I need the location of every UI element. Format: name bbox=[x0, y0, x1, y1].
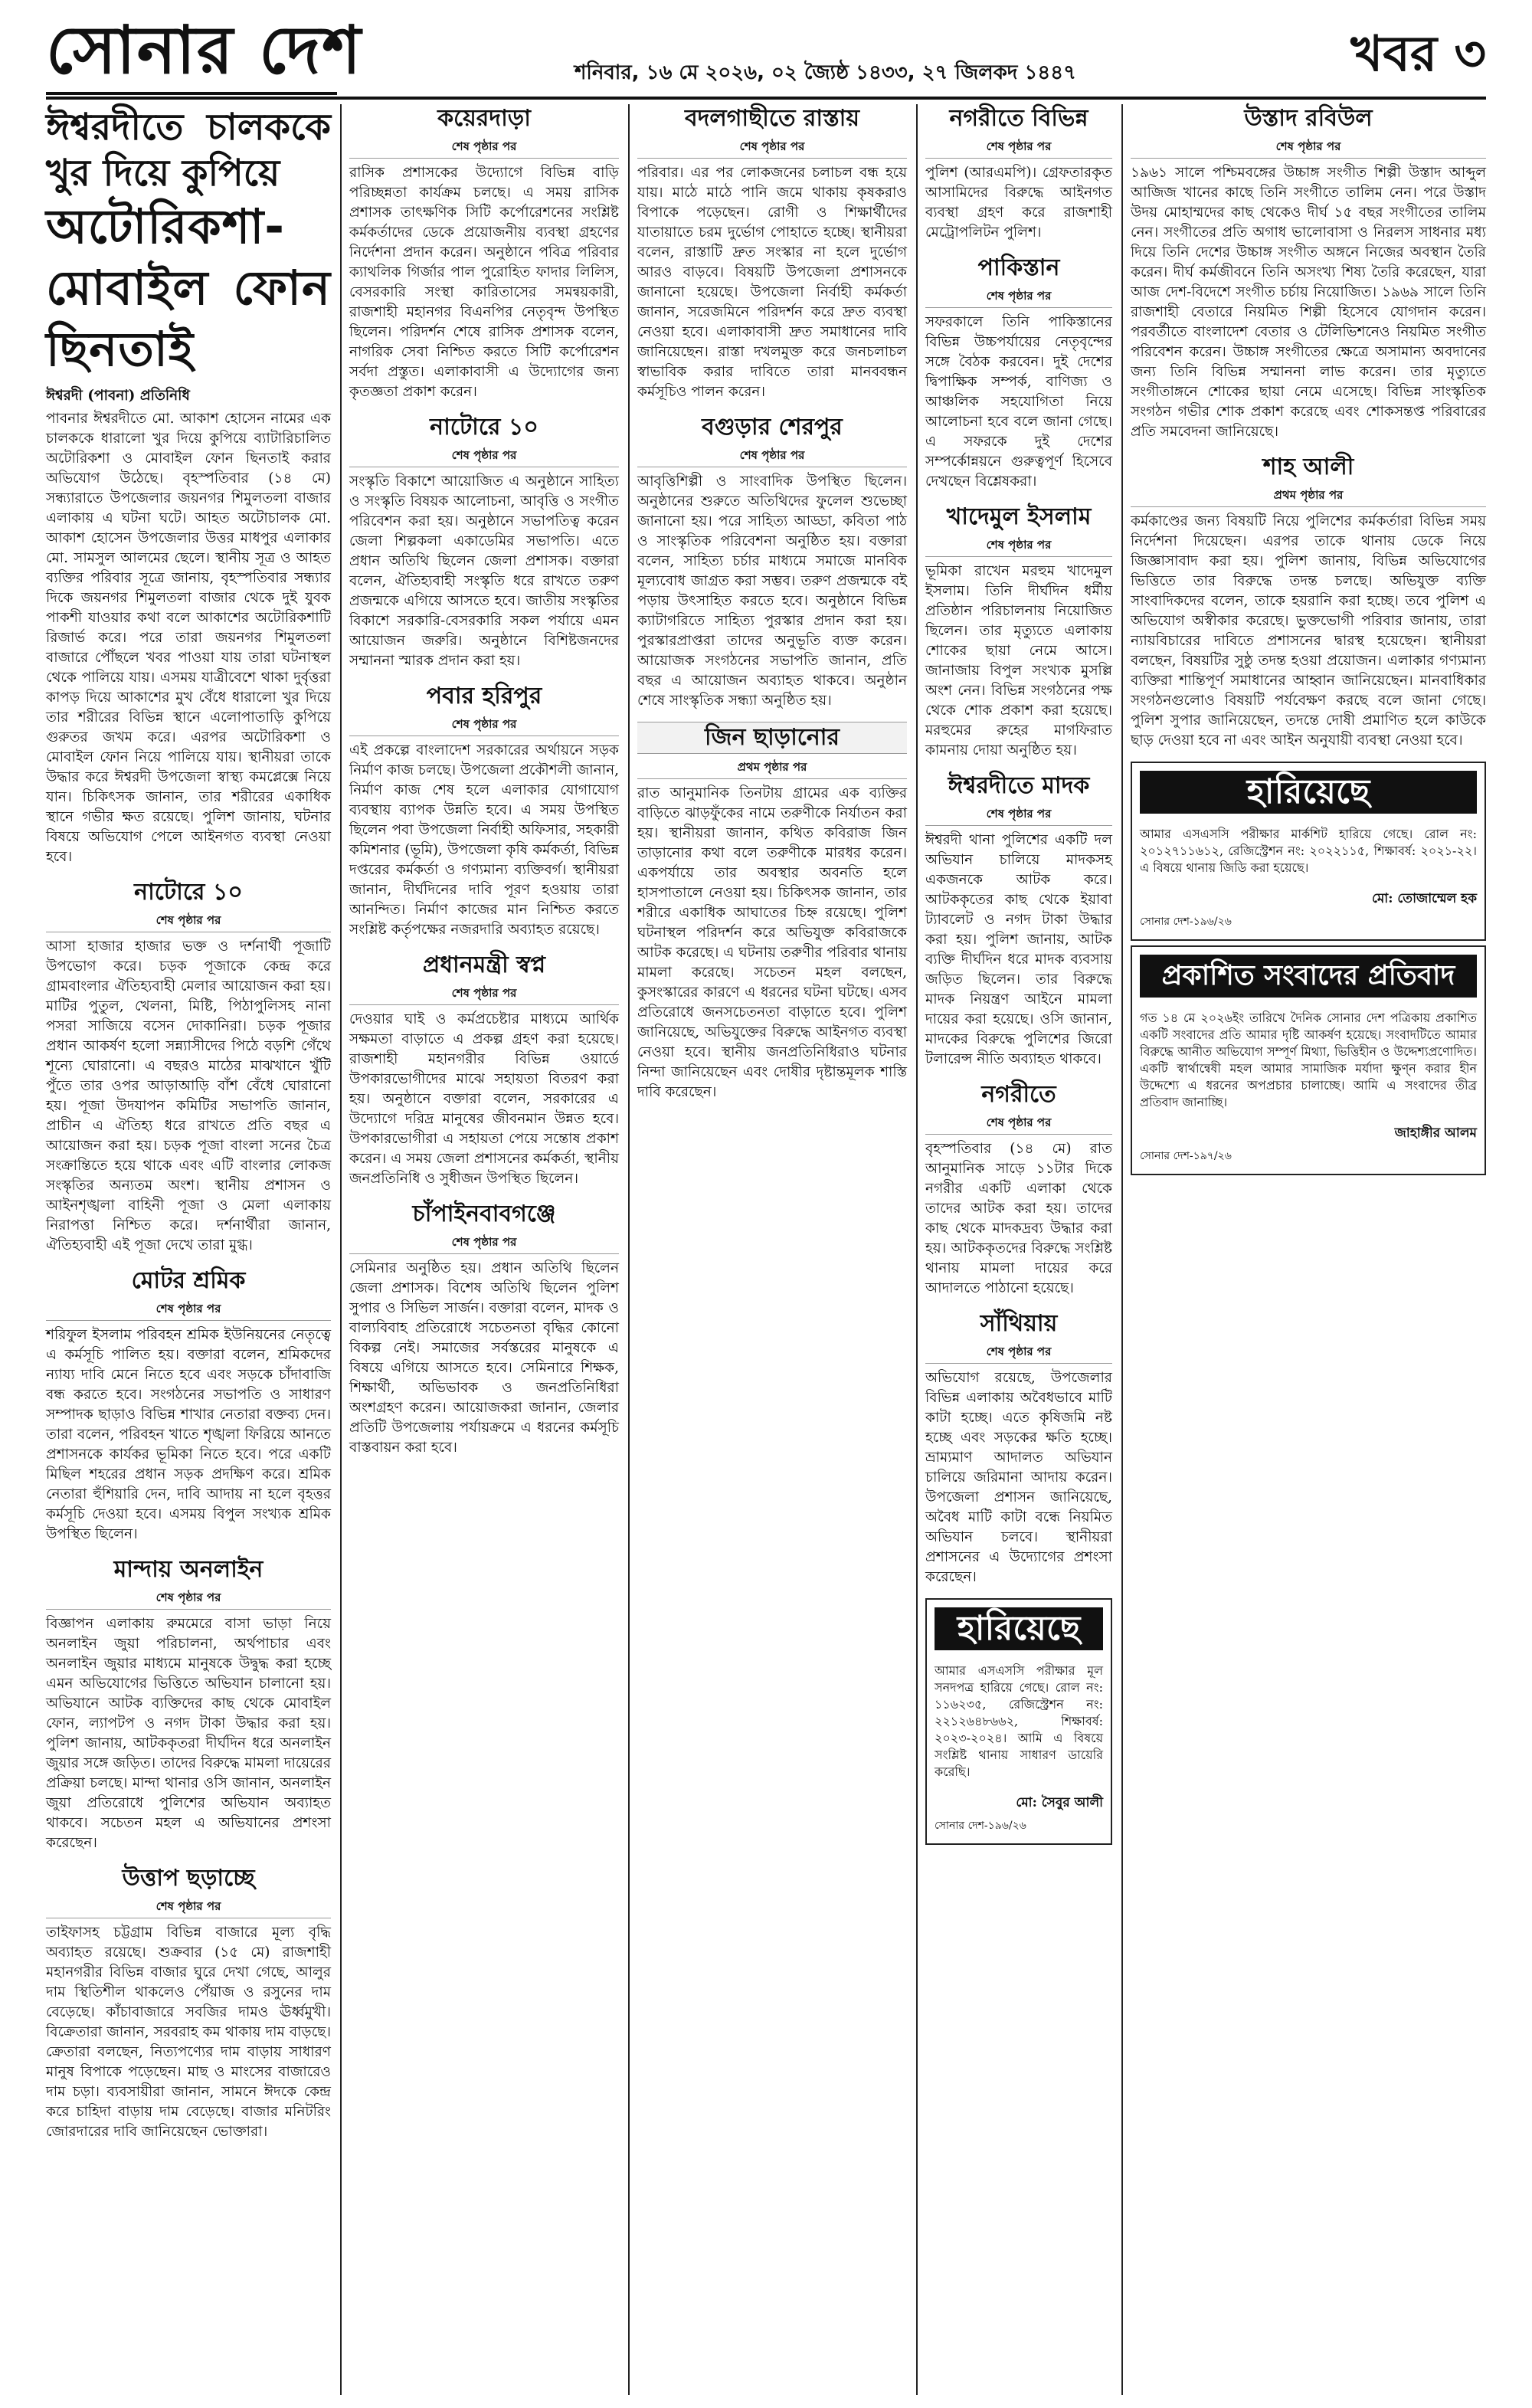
story bbox=[925, 104, 1112, 243]
lost-notice bbox=[1131, 762, 1486, 941]
story-sub: শেষ পৃষ্ঠার পর bbox=[349, 136, 619, 159]
story-title: বদলগাছীতে রাস্তায় bbox=[684, 105, 860, 132]
column-divider bbox=[628, 104, 630, 2395]
story bbox=[925, 254, 1112, 492]
story bbox=[349, 682, 619, 940]
story bbox=[349, 104, 619, 402]
rejoinder-heading: প্রকাশিত সংবাদের প্রতিবাদ bbox=[1140, 955, 1477, 998]
newspaper-brand: সোনার দেশ bbox=[46, 12, 363, 89]
column-divider bbox=[1121, 104, 1123, 2395]
story bbox=[925, 1309, 1112, 1587]
story bbox=[46, 1266, 331, 1545]
lost-notice-signature: মো: তোজাম্মেল হক bbox=[1371, 891, 1477, 906]
story bbox=[1131, 453, 1486, 751]
brand-underline bbox=[46, 92, 337, 95]
story-sub: শেষ পৃষ্ঠার পর bbox=[925, 535, 1112, 557]
story-sub: শেষ পৃষ্ঠার পর bbox=[925, 136, 1112, 159]
lost-notice-heading: হারিয়েছে bbox=[1140, 771, 1477, 814]
story-title: পাকিস্তান bbox=[977, 254, 1060, 281]
lost-notice-signature: মো: সৈবুর আলী bbox=[1016, 1795, 1103, 1810]
lead-body: পাবনার ঈশ্বরদীতে মো. আকাশ হোসেন নামের এক চালককে ধারালো খুর দিয়ে কুপিয়ে ব্যাটারিচালিত অটোরিকশা ও মোবাইল ফোন ছিনতাই করার অভিযোগ উঠেছে। বৃহস্পতিবার (১৪ মে) সন্ধ্যারাতে উপজেলার জয়নগর শিমুলতলা বাজার এলাকায় এ ঘটনা ঘটে। আহত অটোচালক মো. আকাশ হোসেন উপজেলার উত্তর মাধপুর এলাকার মো. সামসুল আলমের ছেলে। স্থানীয় সূত্র ও আহত ব্যক্তির পরিবার সূত্রে জানায়, বৃহস্পতিবার সন্ধ্যার দিকে জয়নগর শিমুলতলা বাজার থেকে দুই যুবক পাকশী যাওয়ার কথা বলে আকাশের অটোরিকশাটি রিজার্ভ করে। পরে তারা জয়নগর শিমুলতলা বাজারে পৌঁছলে খবর পাওয়া যায় তারা ঘটনাস্থল থেকে পালিয়ে যায়। এসময় যাত্রীবেশে থাকা দুর্বৃত্তরা কাপড় দিয়ে আকাশের মুখ বেঁধে ধারালো খুর দিয়ে তার শরীরের বিভিন্ন স্থানে এলোপাতাড়ি কুপিয়ে গুরুতর জখম করে। এরপর অটোরিকশা ও মোবাইল ফোন নিয়ে পালিয়ে যায়। স্থানীয়রা তাকে উদ্ধার করে ঈশ্বরদী উপজেলা স্বাস্থ্য কমপ্লেক্সে নিয়ে যান। চিকিৎসক জানান, তার শরীরের একাধিক স্থানে গভীর ক্ষত রয়েছে। পুলিশ জানায়, ঘটনার বিষয়ে অভিযোগ পেলে আইনগত ব্যবস্থা নেওয়া হবে। bbox=[46, 411, 331, 865]
lead-headline-2: অটোরিকশা-মোবাইল ফোন ছিনতাই bbox=[46, 198, 331, 377]
story-body: পরিবার। এর পর লোকজনের চলাচল বন্ধ হয়ে যায়। মাঠে মাঠে পানি জমে থাকায় কৃষকরাও বিপাকে পড়েছেন। রোগী ও শিক্ষার্থীদের যাতায়াতে চরম দুর্ভোগ পোহাতে হচ্ছে। স্থানীয়রা বলেন, রাস্তাটি দ্রুত সংস্কার না হলে দুর্ভোগ আরও বাড়বে। বিষয়টি উপজেলা প্রশাসনকে জানানো হয়েছে। উপজেলা নির্বাহী কর্মকর্তা জানান, সরেজমিনে পরিদর্শন করে দ্রুত ব্যবস্থা নেওয়া হবে। এলাকাবাসী দ্রুত সমাধানের দাবি জানিয়েছেন। রাস্তা দখলমুক্ত করে জনচলাচল স্বাভাবিক করার দাবিতে তারা মানববন্ধন কর্মসূচিও পালন করেন। bbox=[637, 165, 907, 400]
story-sub: শেষ পৃষ্ঠার পর bbox=[349, 445, 619, 467]
story bbox=[349, 951, 619, 1189]
story-sub: শেষ পৃষ্ঠার পর bbox=[349, 983, 619, 1005]
story-title: নাটোরে ১০ bbox=[430, 414, 538, 441]
story-body: সেমিনার অনুষ্ঠিত হয়। প্রধান অতিথি ছিলেন জেলা প্রশাসক। বিশেষ অতিথি ছিলেন পুলিশ সুপার ও সিভিল সার্জন। বক্তারা বলেন, মাদক ও বাল্যবিবাহ প্রতিরোধে সচেতনতা বৃদ্ধির কোনো বিকল্প নেই। সমাজের সর্বস্তরের মানুষকে এ বিষয়ে এগিয়ে আসতে হবে। সেমিনারে শিক্ষক, শিক্ষার্থী, অভিভাবক ও জনপ্রতিনিধিরা অংশগ্রহণ করেন। আয়োজকরা জানান, জেলার প্রতিটি উপজেলায় পর্যায়ক্রমে এ ধরনের কর্মসূচি বাস্তবায়ন করা হবে। bbox=[349, 1260, 619, 1456]
story-sub: শেষ পৃষ্ঠার পর bbox=[46, 1896, 331, 1918]
story-sub: শেষ পৃষ্ঠার পর bbox=[925, 804, 1112, 826]
column-divider bbox=[340, 104, 342, 2395]
story-title: পবার হরিপুর bbox=[426, 683, 542, 709]
story-title: মান্দায় অনলাইন bbox=[113, 1556, 264, 1583]
story bbox=[1131, 104, 1486, 442]
story-title: নগরীতে bbox=[981, 1081, 1056, 1108]
story-body: রাত আনুমানিক তিনটায় গ্রামের এক ব্যক্তির বাড়িতে ঝাড়ফুঁকের নামে তরুণীকে নির্যাতন করা হয়। স্থানীয়রা জানান, কথিত কবিরাজ জিন তাড়ানোর কথা বলে তরুণীকে মারধর করেন। একপর্যায়ে তার অবস্থার অবনতি হলে হাসপাতালে নেওয়া হয়। চিকিৎসক জানান, তার শরীরে একাধিক আঘাতের চিহ্ন রয়েছে। পুলিশ ঘটনাস্থল পরিদর্শন করে অভিযুক্ত কবিরাজকে আটক করেছে। এ ঘটনায় তরুণীর পরিবার থানায় মামলা করেছে। সচেতন মহল বলছেন, কুসংস্কারের কারণে এ ধরনের ঘটনা ঘটছে। এসব প্রতিরোধে জনসচেতনতা বাড়াতে হবে। পুলিশ জানিয়েছে, অভিযুক্তের বিরুদ্ধে আইনগত ব্যবস্থা নেওয়া হবে। স্থানীয় জনপ্রতিনিধিরাও ঘটনার নিন্দা জানিয়েছেন এবং দোষীর দৃষ্টান্তমূলক শাস্তি দাবি করেছেন। bbox=[637, 785, 907, 1100]
masthead bbox=[46, 12, 1486, 100]
story-title: বগুড়ার শেরপুর bbox=[702, 414, 843, 441]
story-body: এই প্রকল্পে বাংলাদেশ সরকারের অর্থায়নে সড়ক নির্মাণ কাজ চলছে। উপজেলা প্রকৌশলী জানান, নির্মাণ কাজ শেষ হলে এলাকার যোগাযোগ ব্যবস্থায় ব্যাপক উন্নতি হবে। এ সময় উপস্থিত ছিলেন পবা উপজেলা নির্বাহী অফিসার, সহকারী কমিশনার (ভূমি), উপজেলা কৃষি কর্মকর্তা, বিভিন্ন দপ্তরের কর্মকর্তা ও গণ্যমান্য ব্যক্তিবর্গ। স্থানীয়রা জানান, দীর্ঘদিনের দাবি পূরণ হওয়ায় তারা আনন্দিত। নির্মাণ কাজের মান নিশ্চিত করতে সংশ্লিষ্ট কর্তৃপক্ষের নজরদারি অব্যাহত রয়েছে। bbox=[349, 742, 619, 938]
story-body: সংস্কৃতি বিকাশে আয়োজিত এ অনুষ্ঠানে সাহিত্য ও সংস্কৃতি বিষয়ক আলোচনা, আবৃত্তি ও সংগীত পরিবেশন করা হয়। অনুষ্ঠানে সভাপতিত্ব করেন জেলা শিল্পকলা একাডেমির সভাপতি। এতে প্রধান অতিথি ছিলেন জেলা প্রশাসক। বক্তারা বলেন, ঐতিহ্যবাহী সংস্কৃতি ধরে রাখতে তরুণ প্রজন্মকে এগিয়ে আসতে হবে। জাতীয় সংস্কৃতির বিকাশে সরকারি-বেসরকারি সকল পর্যায়ে এমন আয়োজন জরুরি। অনুষ্ঠানে বিশিষ্টজনদের সম্মাননা স্মারক প্রদান করা হয়। bbox=[349, 473, 619, 669]
column-3 bbox=[637, 104, 907, 1113]
rejoinder-body: গত ১৪ মে ২০২৬ইং তারিখে দৈনিক সোনার দেশ পত্রিকায় প্রকাশিত একটি সংবাদের প্রতি আমার দৃষ্টি আকর্ষণ হয়েছে। সংবাদটিতে আমার বিরুদ্ধে আনীত অভিযোগ সম্পূর্ণ মিথ্যা, ভিত্তিহীন ও উদ্দেশ্যপ্রণোদিত। একটি স্বার্থান্বেষী মহল আমার সামাজিক মর্যাদা ক্ষুণ্ন করার হীন উদ্দেশ্যে এ ধরনের অপপ্রচার চালাচ্ছে। আমি এ সংবাদের তীব্র প্রতিবাদ জানাচ্ছি। bbox=[1140, 1011, 1477, 1109]
story bbox=[925, 772, 1112, 1070]
story-body: পুলিশ (আরএমপি)। গ্রেফতারকৃত আসামিদের বিরুদ্ধে আইনগত ব্যবস্থা গ্রহণ করে রাজশাহী মেট্রোপলিটন পুলিশ। bbox=[925, 165, 1112, 241]
lost-notice-code: সোনার দেশ-১৯৬/২৬ bbox=[935, 1820, 1026, 1832]
story-sub: শেষ পৃষ্ঠার পর bbox=[637, 136, 907, 159]
story bbox=[349, 1200, 619, 1458]
story bbox=[637, 722, 907, 1102]
story-body: ঈশ্বরদী থানা পুলিশের একটি দল অভিযান চালিয়ে মাদকসহ একজনকে আটক করে। আটককৃতের কাছ থেকে ইয়াবা ট্যাবলেট ও নগদ টাকা উদ্ধার করা হয়। পুলিশ জানায়, আটক ব্যক্তি দীর্ঘদিন ধরে মাদক ব্যবসায় জড়িত ছিলেন। তার বিরুদ্ধে মাদক নিয়ন্ত্রণ আইনে মামলা দায়ের করা হয়েছে। ওসি জানান, মাদকের বিরুদ্ধে পুলিশের জিরো টলারেন্স নীতি অব্যাহত থাকবে। bbox=[925, 832, 1112, 1067]
lost-notice-heading: হারিয়েছে bbox=[935, 1607, 1103, 1650]
story bbox=[925, 1080, 1112, 1299]
story-title: মোটর শ্রমিক bbox=[131, 1267, 246, 1294]
dateline: শনিবার, ১৬ মে ২০২৬, ০২ জ্যৈষ্ঠ ১৪৩৩, ২৭ জিলকদ ১৪৪৭ bbox=[574, 61, 1077, 84]
story-title: চাঁপাইনবাবগঞ্জে bbox=[412, 1201, 556, 1227]
story-title: খাদেমুল ইসলাম bbox=[946, 503, 1092, 530]
story-body: দেওয়ার ঘাই ও কর্মপ্রচেষ্টার মাধ্যমে আর্থিক সক্ষমতা বাড়াতে এ প্রকল্প গ্রহণ করা হয়েছে। রাজশাহী মহানগরীর বিভিন্ন ওয়ার্ডে উপকারভোগীদের মাঝে সহায়তা বিতরণ করা হয়। অনুষ্ঠানে বক্তারা বলেন, সরকারের এ উদ্যোগে দরিদ্র মানুষের জীবনমান উন্নত হবে। উপকারভোগীরা এ সহায়তা পেয়ে সন্তোষ প্রকাশ করেন। এ সময় জেলা প্রশাসনের কর্মকর্তা, স্থানীয় জনপ্রতিনিধি ও সুধীজন উপস্থিত ছিলেন। bbox=[349, 1011, 619, 1187]
lead-headline-1: ঈশ্বরদীতে চালককে খুর দিয়ে কুপিয়ে bbox=[46, 106, 331, 195]
story-sub: শেষ পৃষ্ঠার পর bbox=[46, 910, 331, 932]
story-body: বৃহস্পতিবার (১৪ মে) রাত আনুমানিক সাড়ে ১১টার দিকে নগরীর একটি এলাকা থেকে তাদের আটক করা হয়। তাদের কাছ থেকে মাদকদ্রব্য উদ্ধার করা হয়। আটককৃতদের বিরুদ্ধে সংশ্লিষ্ট থানায় মামলা দায়ের করে আদালতে পাঠানো হয়েছে। bbox=[925, 1141, 1112, 1296]
story-body: অভিযোগ রয়েছে, উপজেলার বিভিন্ন এলাকায় অবৈধভাবে মাটি কাটা হচ্ছে। এতে কৃষিজমি নষ্ট হচ্ছে এবং সড়কের ক্ষতি হচ্ছে। ভ্রাম্যমাণ আদালত অভিযান চালিয়ে জরিমানা আদায় করেন। উপজেলা প্রশাসন জানিয়েছে, অবৈধ মাটি কাটা বন্ধে নিয়মিত অভিযান চলবে। স্থানীয়রা প্রশাসনের এ উদ্যোগের প্রশংসা করেছেন। bbox=[925, 1370, 1112, 1585]
story-sub: প্রথম পৃষ্ঠার পর bbox=[1131, 485, 1486, 507]
rejoinder-code: সোনার দেশ-১৯৭/২৬ bbox=[1140, 1150, 1232, 1162]
story-sub: প্রথম পৃষ্ঠার পর bbox=[637, 757, 907, 779]
story bbox=[46, 878, 331, 1256]
lead-byline: ঈশ্বরদী (পাবনা) প্রতিনিধি bbox=[46, 388, 190, 404]
story-body: কর্মকাণ্ডের জন্য বিষয়টি নিয়ে পুলিশের কর্মকর্তারা বিভিন্ন সময় নির্দেশনা দিয়েছেন। এরপর তাকে থানায় ডেকে নিয়ে জিজ্ঞাসাবাদ করা হয়। পুলিশ জানায়, বিভিন্ন অভিযোগের ভিত্তিতে তার বিরুদ্ধে তদন্ত চলছে। অভিযুক্ত ব্যক্তি সাংবাদিকদের বলেন, তাকে হয়রানি করা হচ্ছে। তবে পুলিশ এ অভিযোগ অস্বীকার করেছে। ভুক্তভোগী পরিবার জানায়, তারা ন্যায়বিচারের দাবিতে প্রশাসনের দ্বারস্থ হয়েছেন। স্থানীয়রা বলছেন, বিষয়টির সুষ্ঠু তদন্ত হওয়া প্রয়োজন। এলাকার গণ্যমান্য ব্যক্তিরা শান্তিপূর্ণ সমাধানের আহ্বান জানিয়েছেন। মানবাধিকার সংগঠনগুলোও বিষয়টি পর্যবেক্ষণ করছে বলে জানা গেছে। পুলিশ সুপার জানিয়েছেন, তদন্তে দোষী প্রমাণিত হলে কাউকে ছাড় দেওয়া হবে না এবং আইন অনুযায়ী ব্যবস্থা নেওয়া হবে। bbox=[1131, 513, 1486, 749]
story-title: প্রধানমন্ত্রী স্বপ্ন bbox=[422, 952, 546, 978]
story-body: সফরকালে তিনি পাকিস্তানের বিভিন্ন উচ্চপর্যায়ের নেতৃবৃন্দের সঙ্গে বৈঠক করবেন। দুই দেশের দ্বিপাক্ষিক সম্পর্ক, বাণিজ্য ও আঞ্চলিক সহযোগিতা নিয়ে আলোচনা হবে বলে জানা গেছে। এ সফরকে দুই দেশের সম্পর্কোন্নয়নে গুরুত্বপূর্ণ হিসেবে দেখছেন বিশ্লেষকরা। bbox=[925, 314, 1112, 490]
story-sub: শেষ পৃষ্ঠার পর bbox=[925, 1342, 1112, 1364]
story bbox=[637, 104, 907, 402]
column-divider bbox=[916, 104, 918, 2395]
lost-notice-code: সোনার দেশ-১৯৬/২৬ bbox=[1140, 916, 1232, 928]
story-title: জিন ছাড়ানোর bbox=[637, 722, 907, 754]
story bbox=[637, 413, 907, 711]
story-sub: শেষ পৃষ্ঠার পর bbox=[925, 286, 1112, 308]
story-sub: শেষ পৃষ্ঠার পর bbox=[637, 445, 907, 467]
column-5 bbox=[1131, 104, 1486, 1175]
story-body: ভূমিকা রাখেন মরহুম খাদেমুল ইসলাম। তিনি দীর্ঘদিন ধর্মীয় প্রতিষ্ঠান পরিচালনায় নিয়োজিত ছিলেন। তার মৃত্যুতে এলাকায় শোকের ছায়া নেমে আসে। জানাজায় বিপুল সংখ্যক মুসল্লি অংশ নেন। বিভিন্ন সংগঠনের পক্ষ থেকে শোক প্রকাশ করা হয়েছে। মরহুমের রুহের মাগফিরাত কামনায় দোয়া অনুষ্ঠিত হয়। bbox=[925, 563, 1112, 758]
story-sub: শেষ পৃষ্ঠার পর bbox=[46, 1587, 331, 1610]
story-title: উত্তাপ ছড়াচ্ছে bbox=[122, 1865, 255, 1892]
story-sub: শেষ পৃষ্ঠার পর bbox=[925, 1112, 1112, 1135]
story-body: তাইফাসহ চট্টগ্রাম বিভিন্ন বাজারে মূল্য বৃদ্ধি অব্যাহত রয়েছে। শুক্রবার (১৫ মে) রাজশাহী মহানগরীর বিভিন্ন বাজার ঘুরে দেখা গেছে, আলুর দাম স্থিতিশীল থাকলেও পেঁয়াজ ও রসুনের দাম বেড়েছে। কাঁচাবাজারে সবজির দামও ঊর্ধ্বমুখী। বিক্রেতারা জানান, সরবরাহ কম থাকায় দাম বাড়ছে। ক্রেতারা বলছেন, নিত্যপণ্যের দাম বাড়ায় সাধারণ মানুষ বিপাকে পড়েছেন। মাছ ও মাংসের বাজারেও দাম চড়া। ব্যবসায়ীরা জানান, সামনে ঈদকে কেন্দ্র করে চাহিদা বাড়ায় দাম বেড়েছে। বাজার মনিটরিং জোরদারের দাবি জানিয়েছেন ভোক্তারা। bbox=[46, 1925, 331, 2140]
story-body: শরিফুল ইসলাম পরিবহন শ্রমিক ইউনিয়নের নেতৃত্বে এ কর্মসূচি পালিত হয়। বক্তারা বলেন, শ্রমিকদের ন্যায্য দাবি মেনে নিতে হবে এবং সড়কে চাঁদাবাজি বন্ধ করতে হবে। সংগঠনের সভাপতি ও সাধারণ সম্পাদক ছাড়াও বিভিন্ন শাখার নেতারা বক্তব্য দেন। তারা বলেন, পরিবহন খাতে শৃঙ্খলা ফিরিয়ে আনতে প্রশাসনকে কার্যকর ভূমিকা নিতে হবে। পরে একটি মিছিল শহরের প্রধান সড়ক প্রদক্ষিণ করে। শ্রমিক নেতারা হুঁশিয়ারি দেন, দাবি আদায় না হলে বৃহত্তর কর্মসূচি দেওয়া হবে। এসময় বিপুল সংখ্যক শ্রমিক উপস্থিত ছিলেন। bbox=[46, 1327, 331, 1542]
lost-notice bbox=[925, 1598, 1112, 1845]
lost-notice-body: আমার এসএসসি পরীক্ষার মার্কশিট হারিয়ে গেছে। রোল নং: ২০১২৭১১৬১২, রেজিস্ট্রেশন নং: ২০২২১১৫, শিক্ষাবর্ষ: ২০২১-২২। এ বিষয়ে থানায় জিডি করা হয়েছে। bbox=[1140, 827, 1477, 875]
story-body: ১৯৬১ সালে পশ্চিমবঙ্গের উচ্চাঙ্গ সংগীত শিল্পী উস্তাদ আব্দুল আজিজ খানের কাছে তিনি সংগীতে তালিম নেন। পরে উস্তাদ উদয় মোহাম্মদের কাছ থেকেও দীর্ঘ ১৫ বছর সংগীতের তালিম নেন। সংগীতের প্রতি অগাধ ভালোবাসা ও নিরলস সাধনার মধ্য দিয়ে তিনি দেশের উচ্চাঙ্গ সংগীত অঙ্গনে নিজের অবস্থান তৈরি করেন। দীর্ঘ কর্মজীবনে তিনি অসংখ্য শিষ্য তৈরি করেছেন, যারা আজ দেশ-বিদেশে সংগীত চর্চায় নিয়োজিত। ১৯৬৯ সালে তিনি রাজশাহী বেতারে নিয়মিত শিল্পী হিসেবে যোগদান করেন। পরবর্তীতে বাংলাদেশ বেতার ও টেলিভিশনেও নিয়মিত সংগীত পরিবেশন করেন। উচ্চাঙ্গ সংগীতের ক্ষেত্রে অসামান্য অবদানের জন্য তিনি বিভিন্ন সম্মাননা লাভ করেন। তার মৃত্যুতে সংগীতাঙ্গনে শোকের ছায়া নেমে এসেছে। বিভিন্ন সাংস্কৃতিক সংগঠন গভীর শোক প্রকাশ করেছে এবং শোকসন্তপ্ত পরিবারের প্রতি সমবেদনা জানিয়েছে। bbox=[1131, 165, 1486, 440]
story-title: কয়েরদাড়া bbox=[437, 105, 531, 132]
story-sub: শেষ পৃষ্ঠার পর bbox=[349, 1232, 619, 1254]
story-body: আবৃত্তিশিল্পী ও সাংবাদিক উপস্থিত ছিলেন। অনুষ্ঠানের শুরুতে অতিথিদের ফুলেল শুভেচ্ছা জানানো হয়। পরে সাহিত্য আড্ডা, কবিতা পাঠ ও সাংস্কৃতিক পরিবেশনা অনুষ্ঠিত হয়। বক্তারা বলেন, সাহিত্য চর্চার মাধ্যমে সমাজে মানবিক মূল্যবোধ জাগ্রত করা সম্ভব। তরুণ প্রজন্মকে বই পড়ায় উৎসাহিত করতে হবে। অনুষ্ঠানে বিভিন্ন ক্যাটাগরিতে সাহিত্য পুরস্কার প্রদান করা হয়। পুরস্কারপ্রাপ্তরা তাদের অনুভূতি ব্যক্ত করেন। আয়োজক সংগঠনের সভাপতি জানান, প্রতি বছর এ আয়োজন অব্যাহত থাকবে। অনুষ্ঠান শেষে সাংস্কৃতিক সন্ধ্যা অনুষ্ঠিত হয়। bbox=[637, 473, 907, 709]
story-title: শাহ আলী bbox=[1262, 454, 1354, 480]
column-2 bbox=[349, 104, 619, 1469]
story bbox=[46, 1864, 331, 2142]
story bbox=[46, 1555, 331, 1853]
story-sub: শেষ পৃষ্ঠার পর bbox=[349, 714, 619, 736]
story-title: নগরীতে বিভিন্ন bbox=[949, 105, 1088, 132]
column-4 bbox=[925, 104, 1112, 1845]
story bbox=[925, 503, 1112, 761]
story-title: সাঁথিয়ায় bbox=[980, 1310, 1058, 1337]
story-title: উস্তাদ রবিউল bbox=[1244, 105, 1373, 132]
rejoinder-notice bbox=[1131, 945, 1486, 1175]
rejoinder-signature: জাহাঙ্গীর আলম bbox=[1394, 1125, 1477, 1141]
story-body: রাসিক প্রশাসকের উদ্যোগে বিভিন্ন বাড়ি পরিচ্ছন্নতা কার্যক্রম চলছে। এ সময় রাসিক প্রশাসক তাৎক্ষণিক সিটি কর্পোরেশনের সংশ্লিষ্ট কর্মকর্তাদের ডেকে প্রয়োজনীয় ব্যবস্থা গ্রহণের নির্দেশনা প্রদান করেন। অনুষ্ঠানে পবিত্র পরিবার ক্যাথলিক গির্জার পাল পুরোহিত ফাদার লিলিস, বেসরকারি সংস্থা কারিতাসের সমন্বয়কারী, রাজশাহী মহানগর বিএনপির নেতৃবৃন্দ উপস্থিত ছিলেন। পরিদর্শন শেষে রাসিক প্রশাসক বলেন, নাগরিক সেবা নিশ্চিত করতে সিটি কর্পোরেশন সর্বদা প্রস্তুত। এলাকাবাসী এ উদ্যোগের জন্য কৃতজ্ঞতা প্রকাশ করেন। bbox=[349, 165, 619, 400]
section-label: খবর ৩ bbox=[1350, 26, 1486, 83]
story-title: ঈশ্বরদীতে মাদক bbox=[948, 772, 1090, 799]
story-sub: শেষ পৃষ্ঠার পর bbox=[1131, 136, 1486, 159]
story-sub: শেষ পৃষ্ঠার পর bbox=[46, 1299, 331, 1321]
column-1 bbox=[46, 104, 331, 2153]
story bbox=[349, 413, 619, 671]
story-title: নাটোরে ১০ bbox=[134, 879, 243, 906]
story-body: আসা হাজার হাজার ভক্ত ও দর্শনার্থী পূজাটি উপভোগ করে। চড়ক পূজাকে কেন্দ্র করে গ্রামবাংলার ঐতিহ্যবাহী মেলার আয়োজন করা হয়। মাটির পুতুল, খেলনা, মিষ্টি, পিঠাপুলিসহ নানা পসরা সাজিয়ে বসেন দোকানিরা। চড়ক পূজার প্রধান আকর্ষণ হলো সন্ন্যাসীদের পিঠে বড়শি গেঁথে শূন্যে ঘোরানো। এ বছরও মাঠের মাঝখানে খুঁটি পুঁতে তার ওপর আড়াআড়ি বাঁশ বেঁধে ঘোরানো হয়। পূজা উদযাপন কমিটির সভাপতি জানান, প্রাচীন এ ঐতিহ্য ধরে রাখতে প্রতি বছর এ আয়োজন করা হয়। চড়ক পূজা বাংলা সনের চৈত্র সংক্রান্তিতে হয়ে থাকে এবং এটি বাংলার লোকজ সংস্কৃতির অন্যতম অংশ। স্থানীয় প্রশাসন ও আইনশৃঙ্খলা বাহিনী পূজা ও মেলা এলাকায় নিরাপত্তা নিশ্চিত করে। দর্শনার্থীরা জানান, ঐতিহ্যবাহী এই পূজা দেখে তারা মুগ্ধ। bbox=[46, 939, 331, 1253]
lost-notice-body: আমার এসএসসি পরীক্ষার মূল সনদপত্র হারিয়ে গেছে। রোল নং: ১১৬২৩৫, রেজিস্ট্রেশন নং: ২২১২৬৪৮৬৬২, শিক্ষাবর্ষ: ২০২৩-২০২৪। আমি এ বিষয়ে সংশ্লিষ্ট থানায় সাধারণ ডায়েরি করেছি। bbox=[935, 1663, 1103, 1779]
story-body: বিজ্ঞাপন এলাকায় রুমমেরে বাসা ভাড়া নিয়ে অনলাইন জুয়া পরিচালনা, অর্থপাচার এবং অনলাইন জুয়ার মাধ্যমে মানুষকে উদ্বুদ্ধ করা হচ্ছে এমন অভিযোগের ভিত্তিতে অভিযান চালানো হয়। অভিযানে আটক ব্যক্তিদের কাছ থেকে মোবাইল ফোন, ল্যাপটপ ও নগদ টাকা উদ্ধার করা হয়। পুলিশ জানায়, আটককৃতরা দীর্ঘদিন ধরে অনলাইন জুয়ার সঙ্গে জড়িত। তাদের বিরুদ্ধে মামলা দায়েরের প্রক্রিয়া চলছে। মান্দা থানার ওসি জানান, অনলাইন জুয়া প্রতিরোধে পুলিশের অভিযান অব্যাহত থাকবে। সচেতন মহল এ অভিযানের প্রশংসা করেছেন। bbox=[46, 1616, 331, 1851]
